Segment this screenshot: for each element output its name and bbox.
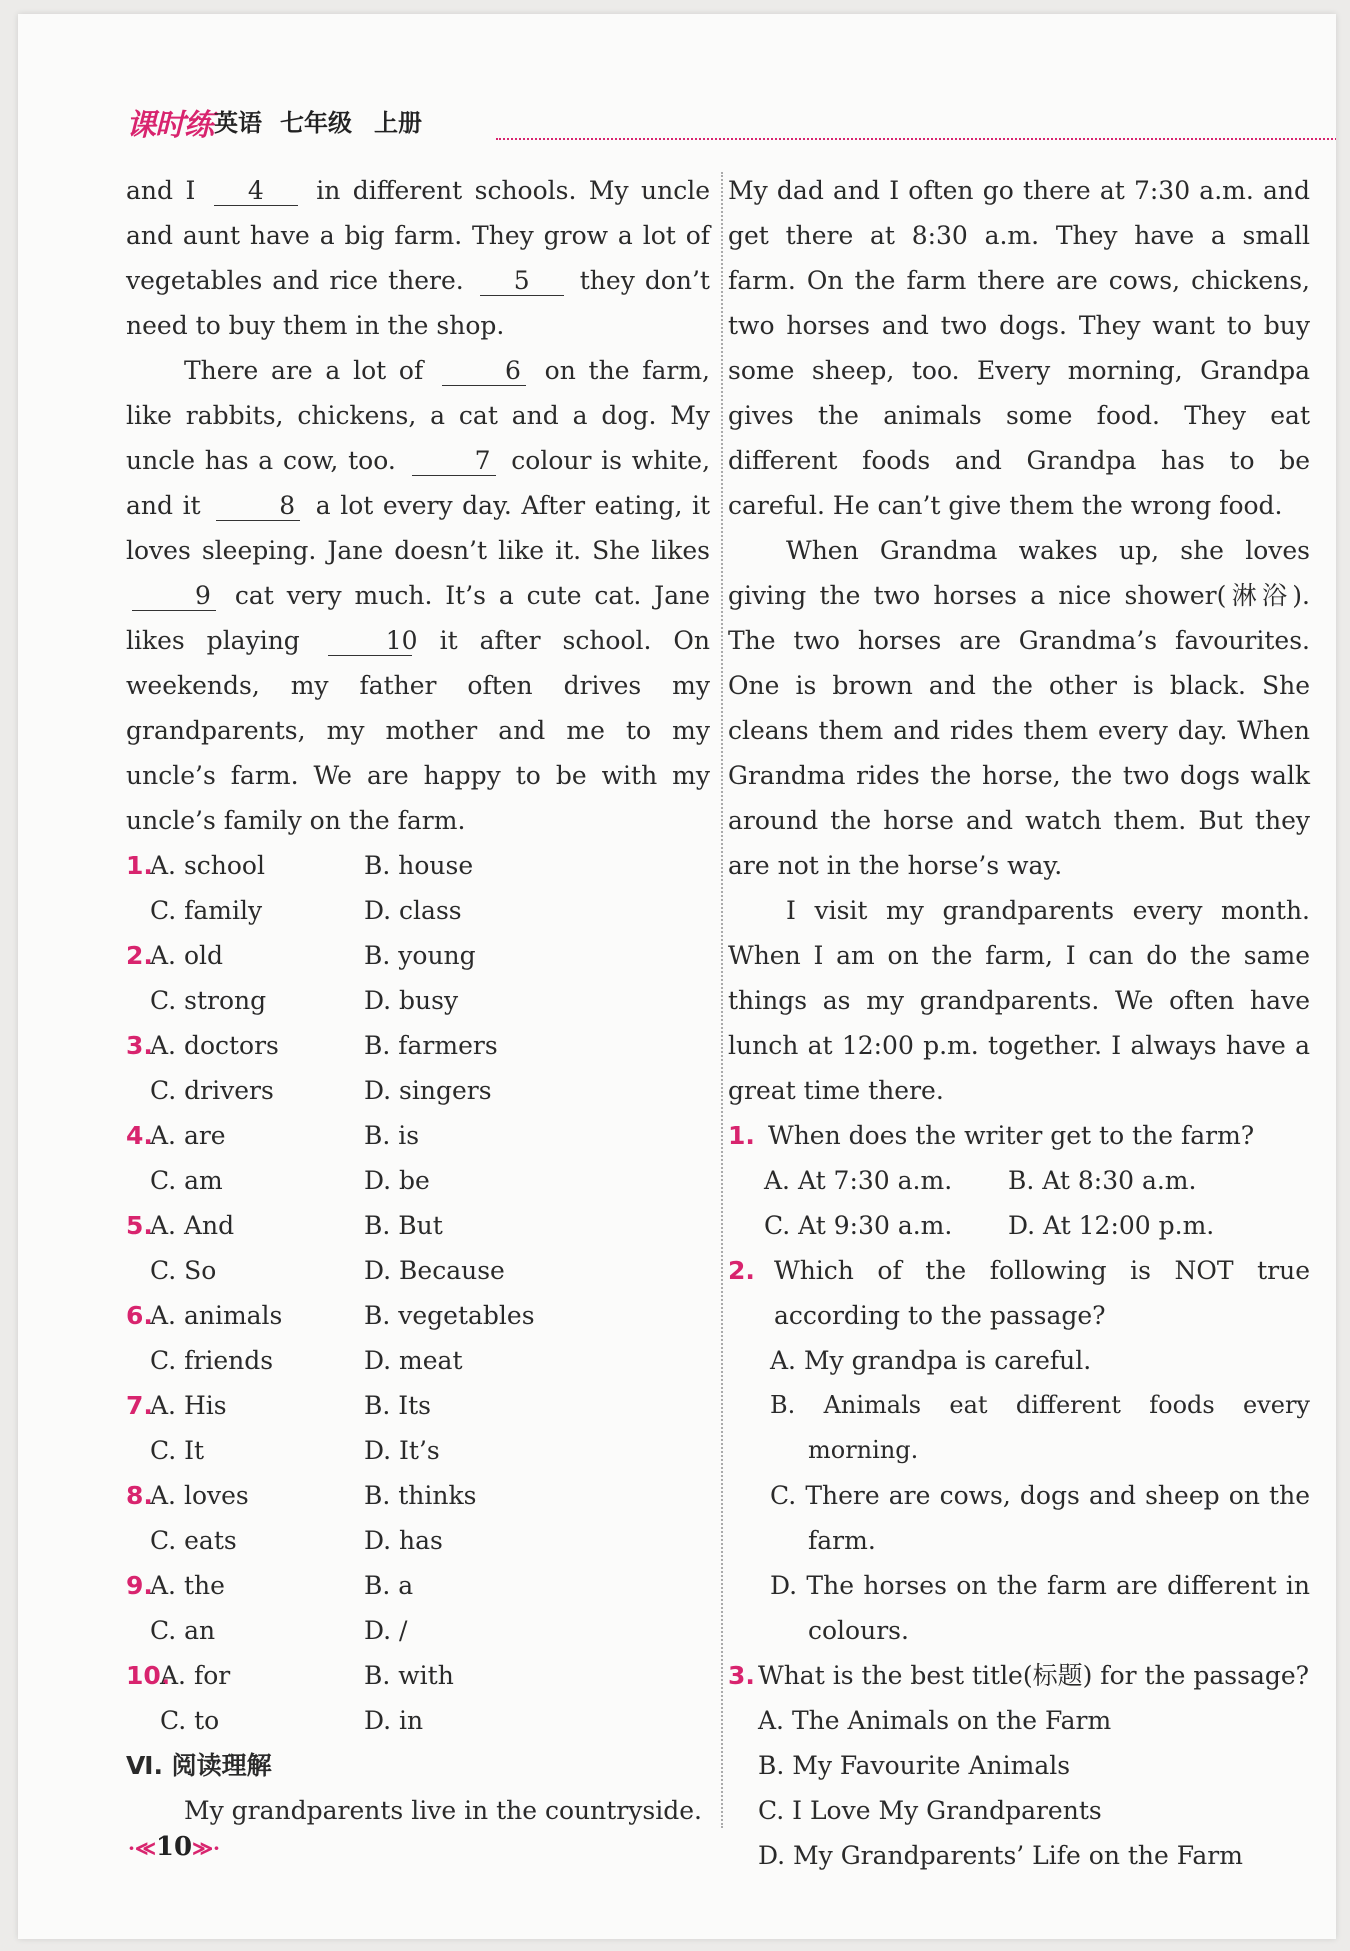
option-a[interactable]: A. loves bbox=[150, 1481, 249, 1510]
option-a[interactable]: A. are bbox=[150, 1121, 226, 1150]
option-b[interactable]: B. a bbox=[364, 1571, 414, 1600]
option-b[interactable]: B. is bbox=[364, 1121, 420, 1150]
option-d[interactable]: D. Because bbox=[364, 1256, 505, 1285]
question-number: 8. bbox=[126, 1481, 153, 1510]
blank-5: 5 bbox=[480, 267, 564, 296]
cloze-question bbox=[126, 1113, 710, 1158]
option-a[interactable]: A. animals bbox=[150, 1301, 283, 1330]
question-stem: When does the writer get to the farm? bbox=[768, 1121, 1255, 1150]
option-d[interactable]: D. class bbox=[364, 896, 462, 925]
option-b[interactable]: B. young bbox=[364, 941, 476, 970]
cloze-question-options bbox=[126, 1608, 710, 1653]
option-d[interactable]: D. meat bbox=[364, 1346, 463, 1375]
cloze-question bbox=[126, 843, 710, 888]
option-d[interactable]: D. singers bbox=[364, 1076, 492, 1105]
cloze-question-options bbox=[126, 1518, 710, 1563]
option-b[interactable]: B. house bbox=[364, 851, 474, 880]
page-header bbox=[126, 100, 1336, 144]
option-a[interactable]: A. for bbox=[160, 1661, 231, 1690]
option-c[interactable]: C. an bbox=[150, 1616, 216, 1645]
right-column bbox=[728, 168, 1310, 1878]
cloze-paragraph-2: There are a lot of 6 on the farm, like rabbits, chickens, a cat and a dog. My uncle has a cow, too. 7 colour is white, and it 8 a lot every day. After eating, it loves sleeping. Jane doesn’t like it. She likes 9 cat very much. It’s a cute cat. Jane likes playing 10 it after school. On weekends, my father often drives my grandparents, my mother and me to my uncle’s farm. We are happy to be with my uncle’s family on the farm. bbox=[126, 356, 711, 835]
question-stem: What is the best title(标题) for the passage? bbox=[758, 1661, 1310, 1690]
blank-10: 10 bbox=[328, 627, 412, 656]
option-a[interactable]: A. the bbox=[150, 1571, 225, 1600]
option-d[interactable]: D. My Grandparents’ Life on the Farm bbox=[758, 1841, 1243, 1870]
question-number: 4. bbox=[126, 1121, 153, 1150]
option-a[interactable]: A. doctors bbox=[150, 1031, 279, 1060]
reading-question-1: 1. When does the writer get to the farm? A. At 7:30 a.m. B. At 8:30 a.m. C. At 9:30 a.m. D. At 12:00 p.m. bbox=[728, 1113, 1310, 1248]
cloze-question bbox=[126, 1023, 710, 1068]
option-a[interactable]: A. And bbox=[150, 1211, 235, 1240]
question-stem: Which of the following is NOT true according to the passage? bbox=[774, 1256, 1310, 1330]
cloze-question bbox=[126, 933, 710, 978]
cloze-question bbox=[126, 1653, 710, 1698]
cloze-question-options bbox=[126, 1158, 710, 1203]
reading-question-3: 3. What is the best title(标题) for the passage? A. The Animals on the Farm B. My Favourite Animals C. I Love My Grandparents D. My Grandparents’ Life on the Farm bbox=[728, 1653, 1310, 1878]
option-a[interactable]: A. school bbox=[150, 851, 265, 880]
question-number: 10. bbox=[126, 1661, 171, 1690]
page-number bbox=[128, 1832, 220, 1862]
cloze-question-options bbox=[126, 1338, 710, 1383]
blank-6: 6 bbox=[442, 357, 526, 386]
option-d[interactable]: D. At 12:00 p.m. bbox=[1008, 1211, 1215, 1240]
option-b[interactable]: B. Its bbox=[364, 1391, 432, 1420]
reading-start: My grandparents live in the countryside. bbox=[184, 1796, 702, 1825]
cloze-question-options bbox=[126, 1248, 710, 1293]
brand-logo: 课时练 bbox=[126, 108, 213, 143]
workbook-page bbox=[18, 14, 1336, 1939]
option-c[interactable]: C. family bbox=[150, 896, 263, 925]
cloze-question-options bbox=[126, 1428, 710, 1473]
option-d[interactable]: D. has bbox=[364, 1526, 443, 1555]
option-a[interactable]: A. The Animals on the Farm bbox=[758, 1706, 1112, 1735]
option-a[interactable]: A. old bbox=[150, 941, 223, 970]
cloze-question-list bbox=[126, 843, 710, 1743]
option-c[interactable]: C. to bbox=[160, 1706, 220, 1735]
option-d[interactable]: D. / bbox=[364, 1616, 408, 1645]
option-c[interactable]: C. At 9:30 a.m. bbox=[764, 1211, 953, 1240]
question-number: 2. bbox=[126, 941, 153, 970]
option-d[interactable]: D. busy bbox=[364, 986, 459, 1015]
option-c[interactable]: C. am bbox=[150, 1166, 223, 1195]
option-c[interactable]: C. It bbox=[150, 1436, 205, 1465]
option-c[interactable]: C. I Love My Grandparents bbox=[758, 1796, 1102, 1825]
option-a[interactable]: A. At 7:30 a.m. bbox=[764, 1166, 953, 1195]
option-b[interactable]: B. My Favourite Animals bbox=[758, 1751, 1071, 1780]
cloze-question bbox=[126, 1383, 710, 1428]
option-b[interactable]: B. with bbox=[364, 1661, 454, 1690]
question-number: 7. bbox=[126, 1391, 153, 1420]
cloze-question bbox=[126, 1563, 710, 1608]
page-number-right-ornament: ≫· bbox=[192, 1836, 220, 1860]
page-number-value: 10 bbox=[155, 1832, 193, 1862]
cloze-question-options bbox=[126, 1068, 710, 1113]
cloze-question bbox=[126, 1203, 710, 1248]
option-c[interactable]: C. There are cows, dogs and sheep on the farm. bbox=[770, 1481, 1310, 1555]
reading-paragraph-2: When Grandma wakes up, she loves giving the two horses a nice shower(淋浴). The two horses are Grandma’s favourites. One is brown and the other is black. She cleans them and rides them every day. When Grandma rides the horse, the two dogs walk around the horse and watch them. But they are not in the horse’s way. bbox=[728, 536, 1310, 880]
reading-paragraph-1: My dad and I often go there at 7:30 a.m. and get there at 8:30 a.m. They have a small farm. On the farm there are cows, chickens, two horses and two dogs. They want to buy some sheep, too. Every morning, Grandpa gives the animals some food. They eat different foods and Grandpa has to be careful. He can’t give them the wrong food. bbox=[728, 176, 1310, 520]
option-b[interactable]: B. At 8:30 a.m. bbox=[1008, 1166, 1197, 1195]
option-b[interactable]: B. farmers bbox=[364, 1031, 498, 1060]
option-c[interactable]: C. eats bbox=[150, 1526, 237, 1555]
cloze-paragraph-1: and I 4 in different schools. My uncle and aunt have a big farm. They grow a lot of vegetables and rice there. 5 they don’t need to buy them in the shop. bbox=[126, 176, 710, 340]
option-a[interactable]: A. My grandpa is careful. bbox=[770, 1346, 1092, 1375]
section-heading: Ⅵ. 阅读理解 bbox=[126, 1751, 272, 1780]
question-number: 5. bbox=[126, 1211, 153, 1240]
cloze-question-options bbox=[126, 1698, 710, 1743]
option-c[interactable]: C. drivers bbox=[150, 1076, 274, 1105]
left-column bbox=[126, 168, 710, 1833]
option-d[interactable]: D. It’s bbox=[364, 1436, 440, 1465]
option-c[interactable]: C. strong bbox=[150, 986, 267, 1015]
option-b[interactable]: B. vegetables bbox=[364, 1301, 535, 1330]
blank-9: 9 bbox=[132, 582, 216, 611]
blank-4: 4 bbox=[214, 177, 298, 206]
option-d[interactable]: D. The horses on the farm are different in colours. bbox=[770, 1571, 1310, 1645]
cloze-question-options bbox=[126, 978, 710, 1023]
question-number: 6. bbox=[126, 1301, 153, 1330]
cloze-question bbox=[126, 1473, 710, 1518]
question-number: 3. bbox=[126, 1031, 153, 1060]
option-a[interactable]: A. His bbox=[150, 1391, 227, 1420]
option-d[interactable]: D. in bbox=[364, 1706, 424, 1735]
subject-label: 英语 bbox=[214, 109, 262, 137]
option-b[interactable]: B. But bbox=[364, 1211, 443, 1240]
volume-label: 上册 bbox=[374, 109, 422, 137]
option-c[interactable]: C. So bbox=[150, 1256, 217, 1285]
option-b[interactable]: B. thinks bbox=[364, 1481, 477, 1510]
grade-label: 七年级 bbox=[280, 109, 352, 137]
reading-paragraph-3: I visit my grandparents every month. When I am on the farm, I can do the same things as my grandparents. We often have lunch at 12:00 p.m. together. I always have a great time there. bbox=[728, 896, 1310, 1105]
cloze-question-options bbox=[126, 888, 710, 933]
option-c[interactable]: C. friends bbox=[150, 1346, 274, 1375]
blank-8: 8 bbox=[216, 492, 300, 521]
cloze-question bbox=[126, 1293, 710, 1338]
option-b[interactable]: B. Animals eat different foods every morning. bbox=[770, 1391, 1310, 1464]
column-divider bbox=[721, 172, 723, 1828]
question-number: 1. bbox=[126, 851, 153, 880]
header-rule bbox=[496, 138, 1336, 140]
option-d[interactable]: D. be bbox=[364, 1166, 430, 1195]
blank-7: 7 bbox=[412, 447, 496, 476]
reading-question-2: 2. Which of the following is NOT true according to the passage? A. My grandpa is careful. B. Animals eat different foods every morning. C. There are cows, dogs and sheep on the farm. D. The horses on the farm are different in colours. bbox=[728, 1248, 1310, 1653]
page-number-left-ornament: ·≪ bbox=[128, 1836, 156, 1860]
question-number: 9. bbox=[126, 1571, 153, 1600]
